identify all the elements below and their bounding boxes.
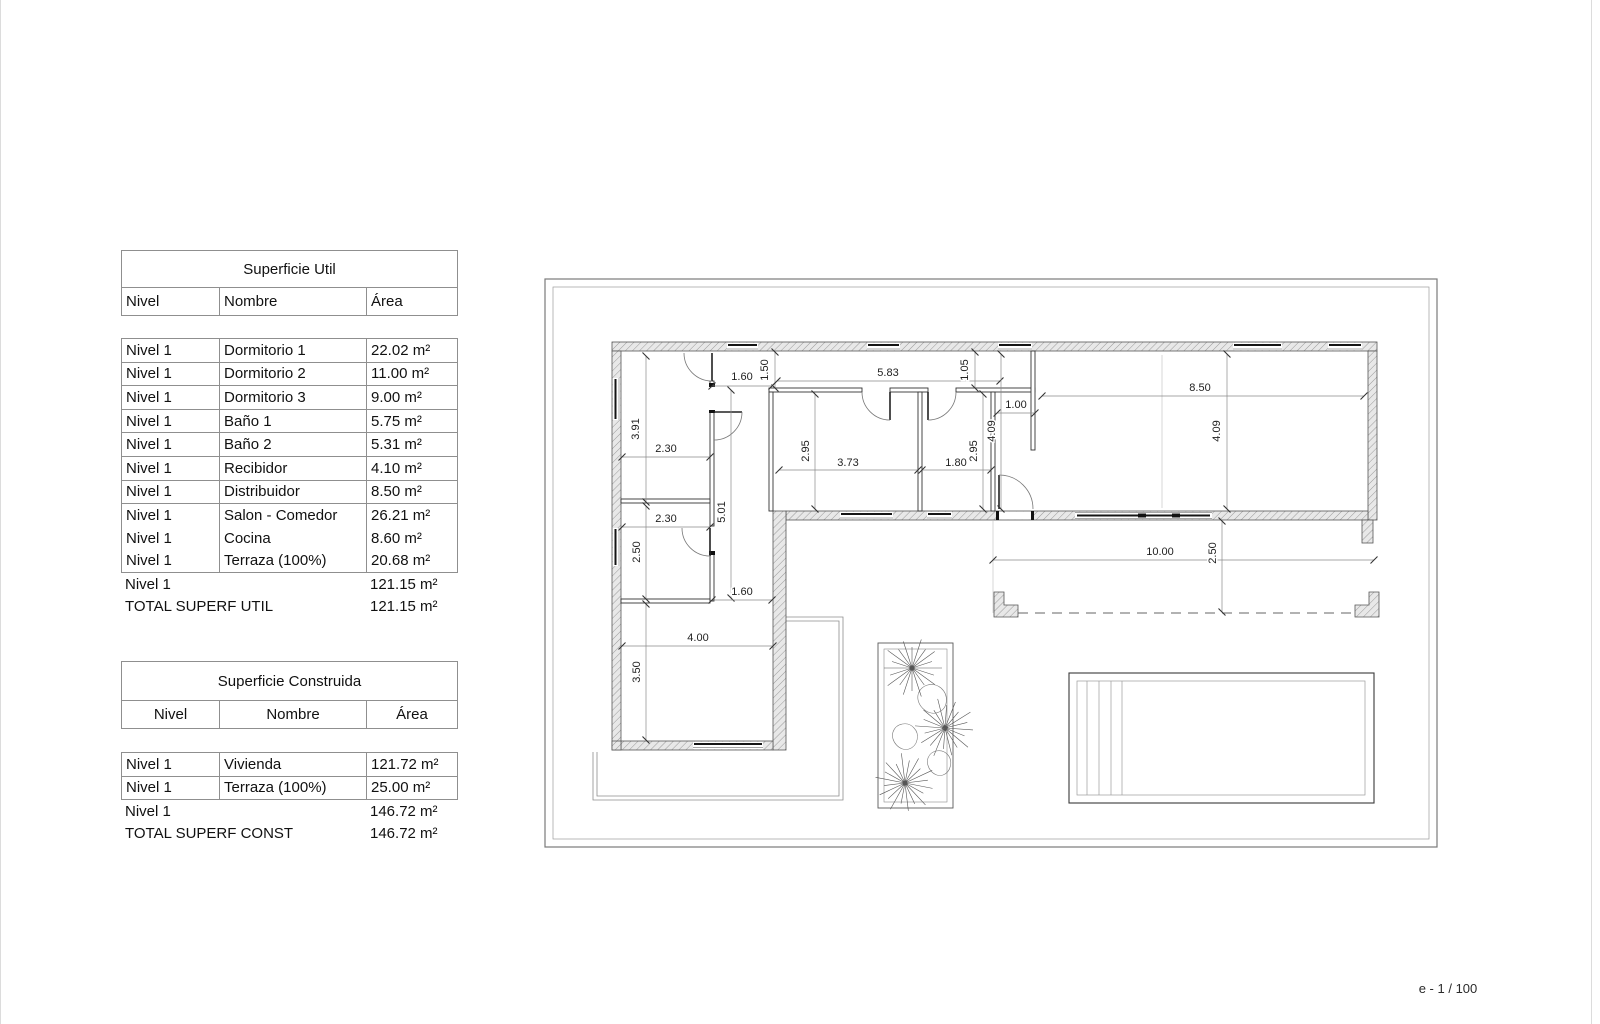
window: [727, 343, 758, 351]
table-total-row: TOTAL SUPERF CONST 146.72 m²: [125, 825, 438, 843]
dim-label: 1.00: [1005, 399, 1027, 411]
col-header-nombre: Nombre: [220, 701, 367, 728]
doors: [682, 353, 1033, 556]
window: [998, 343, 1032, 351]
dim-label: 1.05: [959, 359, 971, 381]
table-row: Nivel 1 Dormitorio 1 22.02 m²: [122, 339, 457, 363]
dim-label: 1.80: [945, 457, 967, 469]
interior-walls: [621, 351, 1035, 603]
dim-label: 1.60: [731, 371, 753, 383]
swimming-pool: [1069, 673, 1374, 803]
dim-label: 4.00: [687, 632, 709, 644]
wall-right: [1368, 351, 1377, 520]
dim-label: 10.00: [1146, 546, 1174, 558]
dim-label: 5.83: [877, 367, 899, 379]
dim-label: 3.50: [631, 661, 643, 683]
door: [928, 392, 956, 420]
window: [927, 512, 952, 520]
table-row: Nivel 1 Terraza (100%) 25.00 m²: [122, 777, 457, 800]
walkway-outline: [593, 617, 843, 800]
dim-label: 8.50: [1189, 382, 1211, 394]
col-header-nivel: Nivel: [122, 288, 220, 315]
windows: [613, 343, 1362, 750]
col-header-area: Área: [371, 293, 403, 310]
table-title: Superficie Construida: [121, 661, 458, 701]
table-total-row: TOTAL SUPERF UTIL 121.15 m²: [125, 598, 438, 616]
table-row: Nivel 1 Baño 1 5.75 m²: [122, 410, 457, 434]
entry-door: [999, 475, 1033, 509]
table-subtotal-row: Nivel 1 121.15 m²: [125, 575, 438, 593]
porch-pillar-left: [994, 592, 1018, 617]
window: [613, 528, 621, 566]
wall-room-divider: [621, 599, 710, 603]
door: [682, 528, 710, 556]
entry-opening: [996, 511, 1034, 520]
wall-wing-right: [773, 511, 786, 750]
col-header-nivel: Nivel: [122, 701, 220, 728]
wall-stub-right: [1362, 520, 1373, 543]
table-row: Nivel 1 Terraza (100%) 20.68 m²: [122, 549, 457, 572]
window: [1328, 343, 1362, 351]
dimension-labels: [630, 359, 1223, 682]
col-header-area: Área: [396, 706, 428, 723]
dim-label: 2.95: [968, 440, 980, 462]
window: [613, 378, 621, 420]
table-row: Nivel 1 Cocina 8.60 m²: [122, 527, 457, 550]
dim-label: 2.30: [655, 443, 677, 455]
dim-label: 3.73: [837, 457, 859, 469]
table-title: Superficie Util: [121, 250, 458, 288]
palm-tree: [905, 688, 986, 769]
porch: [994, 592, 1379, 617]
door: [862, 392, 890, 420]
door: [714, 412, 742, 440]
palm-tree: [868, 744, 945, 820]
dim-label: 5.01: [716, 501, 728, 523]
wall-partition: [918, 392, 922, 511]
dim-label: 2.95: [800, 440, 812, 462]
palm-tree: [884, 640, 942, 697]
table-row: Nivel 1 Recibidor 4.10 m²: [122, 457, 457, 481]
planter: [868, 640, 987, 821]
table-subtotal-row: Nivel 1 146.72 m²: [125, 802, 438, 820]
dim-label: 2.50: [1207, 542, 1219, 564]
wall-partial-salon: [1031, 351, 1035, 450]
dim-label: 4.09: [986, 420, 998, 442]
window: [867, 343, 900, 351]
window: [693, 742, 763, 750]
sliding-door-window: [1075, 512, 1212, 520]
dim-label: 2.50: [631, 541, 643, 563]
wall-room-divider: [621, 499, 710, 503]
dim-label: 2.30: [655, 513, 677, 525]
col-header-nombre: Nombre: [220, 288, 367, 315]
porch-pillar-right: [1355, 592, 1379, 617]
scale-note: e - 1 / 100: [1418, 981, 1478, 996]
window: [1233, 343, 1282, 351]
door: [684, 353, 712, 381]
plot-boundary: [545, 279, 1437, 847]
table-row: Nivel 1 Baño 2 5.31 m²: [122, 433, 457, 457]
dim-label: 1.60: [731, 586, 753, 598]
dim-label: 4.09: [1211, 420, 1223, 442]
table-row: Nivel 1 Dormitorio 2 11.00 m²: [122, 363, 457, 387]
table-row: Nivel 1 Distribuidor 8.50 m²: [122, 481, 457, 505]
window: [840, 512, 893, 520]
table-row: Nivel 1 Dormitorio 3 9.00 m²: [122, 386, 457, 410]
table-row: Nivel 1 Salon - Comedor 26.21 m²: [122, 504, 457, 527]
extension-lines: [993, 355, 1162, 613]
table-row: Nivel 1 Vivienda 121.72 m²: [122, 753, 457, 777]
dimension-lines: [622, 352, 1374, 740]
dim-label: 1.50: [759, 359, 771, 381]
dim-label: 3.91: [630, 418, 642, 440]
